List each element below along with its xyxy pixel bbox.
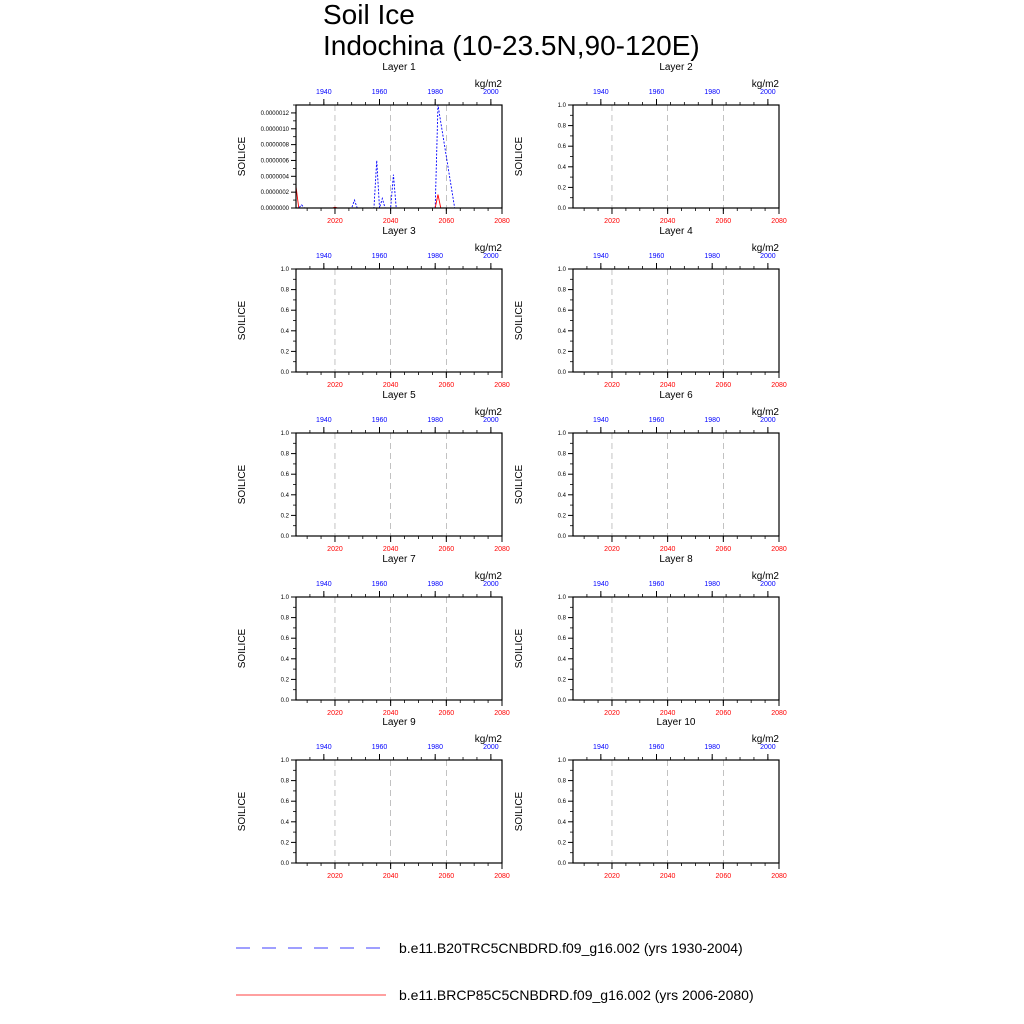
units-label: kg/m2 xyxy=(751,243,779,254)
y-tick-label: 0.8 xyxy=(557,451,566,458)
x-bottom-tick-label: 2080 xyxy=(771,710,787,717)
y-tick-label: 0.8 xyxy=(557,778,566,785)
x-top-tick-label: 1940 xyxy=(316,89,332,96)
x-bottom-tick-label: 2060 xyxy=(438,873,455,880)
x-bottom-tick-label: 2020 xyxy=(604,546,620,553)
units-label: kg/m2 xyxy=(474,571,502,582)
x-top-tick-label: 2000 xyxy=(760,89,776,96)
plot-frame xyxy=(296,433,502,536)
chart-panel-10 xyxy=(514,717,787,880)
figure-title-line1: Soil Ice xyxy=(323,0,415,30)
series-line-historical xyxy=(296,105,502,208)
x-bottom-tick-label: 2020 xyxy=(604,710,620,717)
x-bottom-tick-label: 2080 xyxy=(771,218,787,225)
x-top-tick-label: 1960 xyxy=(371,417,388,424)
legend-label-rcp85: b.e11.BRCP85C5CNBDRD.f09_g16.002 (yrs 2006-2080) xyxy=(399,987,754,1003)
y-tick-label: 0.4 xyxy=(557,164,566,171)
x-top-tick-label: 1980 xyxy=(427,89,443,96)
units-label: kg/m2 xyxy=(474,734,502,745)
x-top-tick-label: 1940 xyxy=(593,581,609,588)
x-top-tick-label: 1960 xyxy=(371,89,388,96)
y-tick-label: 0.4 xyxy=(557,819,566,826)
x-top-tick-label: 2000 xyxy=(760,744,776,751)
y-tick-label: 1.0 xyxy=(280,431,289,437)
x-bottom-tick-label: 2020 xyxy=(327,218,343,225)
series-line-rcp85 xyxy=(296,187,502,208)
chart-panel-9 xyxy=(237,717,510,880)
y-tick-label: 1.0 xyxy=(557,758,566,764)
x-top-tick-label: 1940 xyxy=(593,253,609,260)
chart-panel-7 xyxy=(237,554,510,717)
plot-frame xyxy=(573,760,779,863)
y-axis-label: SOILICE xyxy=(514,464,525,505)
y-tick-label: 0.8 xyxy=(557,615,566,622)
legend xyxy=(236,940,754,1003)
x-bottom-tick-label: 2040 xyxy=(659,873,676,880)
x-top-tick-label: 2000 xyxy=(483,581,499,588)
x-top-tick-label: 1980 xyxy=(704,89,720,96)
x-top-tick-label: 1960 xyxy=(648,744,665,751)
x-top-tick-label: 2000 xyxy=(760,253,776,260)
y-tick-label: 0.8 xyxy=(557,123,566,130)
y-tick-label: 0.0 xyxy=(280,370,289,376)
y-tick-label: 0.0 xyxy=(557,206,566,212)
chart-panel-3 xyxy=(237,226,510,389)
panel-title: Layer 5 xyxy=(382,390,416,401)
y-axis-label: SOILICE xyxy=(237,791,248,832)
y-tick-label: 0.4 xyxy=(280,492,289,499)
x-bottom-tick-label: 2020 xyxy=(327,710,343,717)
x-bottom-tick-label: 2040 xyxy=(659,710,676,717)
y-tick-label: 1.0 xyxy=(557,431,566,437)
figure-title-line2: Indochina (10-23.5N,90-120E) xyxy=(323,30,700,61)
y-tick-label: 0.0 xyxy=(557,370,566,376)
x-top-tick-label: 1980 xyxy=(427,253,443,260)
x-bottom-tick-label: 2040 xyxy=(659,218,676,225)
x-bottom-tick-label: 2080 xyxy=(494,546,510,553)
y-tick-label: 0.8 xyxy=(280,778,289,785)
y-tick-label: 0.4 xyxy=(280,656,289,663)
y-tick-label: 0.0000006 xyxy=(260,158,289,165)
panel-title: Layer 10 xyxy=(656,717,696,728)
y-tick-label: 0.2 xyxy=(557,513,566,520)
x-top-tick-label: 2000 xyxy=(483,417,499,424)
x-bottom-tick-label: 2060 xyxy=(438,382,455,389)
units-label: kg/m2 xyxy=(751,734,779,745)
x-bottom-tick-label: 2060 xyxy=(715,873,732,880)
panel-title: Layer 8 xyxy=(659,554,693,565)
y-tick-label: 0.6 xyxy=(280,308,289,315)
x-top-tick-label: 1980 xyxy=(427,744,443,751)
x-bottom-tick-label: 2060 xyxy=(715,218,732,225)
y-tick-label: 0.0000000 xyxy=(260,206,289,212)
plot-frame xyxy=(296,105,502,208)
y-tick-label: 0.4 xyxy=(280,819,289,826)
legend-label-historical: b.e11.B20TRC5CNBDRD.f09_g16.002 (yrs 1930-2004) xyxy=(399,940,743,956)
x-top-tick-label: 1980 xyxy=(427,581,443,588)
panel-title: Layer 3 xyxy=(382,226,416,237)
x-bottom-tick-label: 2060 xyxy=(438,546,455,553)
x-bottom-tick-label: 2040 xyxy=(659,382,676,389)
y-tick-label: 0.0 xyxy=(280,861,289,867)
y-tick-label: 1.0 xyxy=(280,758,289,764)
y-tick-label: 0.4 xyxy=(557,328,566,335)
x-top-tick-label: 2000 xyxy=(483,89,499,96)
plot-frame xyxy=(573,433,779,536)
y-tick-label: 0.6 xyxy=(280,636,289,643)
x-top-tick-label: 2000 xyxy=(483,744,499,751)
units-label: kg/m2 xyxy=(474,79,502,90)
y-tick-label: 0.0000012 xyxy=(260,110,289,117)
x-bottom-tick-label: 2040 xyxy=(382,546,399,553)
x-bottom-tick-label: 2080 xyxy=(494,218,510,225)
x-bottom-tick-label: 2080 xyxy=(771,382,787,389)
x-bottom-tick-label: 2020 xyxy=(604,218,620,225)
x-bottom-tick-label: 2060 xyxy=(715,546,732,553)
x-bottom-tick-label: 2040 xyxy=(659,546,676,553)
plot-frame xyxy=(296,269,502,372)
y-axis-label: SOILICE xyxy=(514,300,525,341)
panel-title: Layer 1 xyxy=(382,62,416,73)
chart-panel-6 xyxy=(514,390,787,553)
x-bottom-tick-label: 2040 xyxy=(382,382,399,389)
y-tick-label: 0.0 xyxy=(280,698,289,704)
x-top-tick-label: 1980 xyxy=(704,744,720,751)
units-label: kg/m2 xyxy=(751,79,779,90)
y-tick-label: 1.0 xyxy=(557,267,566,273)
x-top-tick-label: 1940 xyxy=(316,417,332,424)
x-top-tick-label: 1960 xyxy=(648,253,665,260)
x-top-tick-label: 1980 xyxy=(427,417,443,424)
x-top-tick-label: 1960 xyxy=(371,744,388,751)
y-axis-label: SOILICE xyxy=(237,300,248,341)
x-top-tick-label: 1940 xyxy=(316,581,332,588)
y-tick-label: 0.0000002 xyxy=(260,190,289,197)
y-axis-label: SOILICE xyxy=(237,464,248,505)
y-tick-label: 0.2 xyxy=(557,840,566,847)
units-label: kg/m2 xyxy=(474,243,502,254)
y-tick-label: 0.0 xyxy=(557,698,566,704)
y-tick-label: 1.0 xyxy=(280,595,289,601)
y-tick-label: 0.0 xyxy=(557,534,566,540)
y-tick-label: 0.4 xyxy=(557,656,566,663)
x-top-tick-label: 1940 xyxy=(593,744,609,751)
y-tick-label: 0.4 xyxy=(557,492,566,499)
y-axis-label: SOILICE xyxy=(514,628,525,669)
x-top-tick-label: 1960 xyxy=(371,581,388,588)
x-bottom-tick-label: 2020 xyxy=(604,873,620,880)
y-tick-label: 0.0000010 xyxy=(260,126,289,133)
y-axis-label: SOILICE xyxy=(514,791,525,832)
units-label: kg/m2 xyxy=(474,407,502,418)
y-tick-label: 1.0 xyxy=(280,267,289,273)
y-axis-label: SOILICE xyxy=(514,136,525,177)
y-tick-label: 0.6 xyxy=(280,472,289,479)
chart-panel-2 xyxy=(514,62,787,225)
x-top-tick-label: 1940 xyxy=(316,744,332,751)
x-top-tick-label: 2000 xyxy=(760,581,776,588)
x-bottom-tick-label: 2080 xyxy=(494,873,510,880)
y-tick-label: 0.2 xyxy=(557,349,566,356)
y-tick-label: 0.6 xyxy=(557,308,566,315)
x-bottom-tick-label: 2060 xyxy=(438,710,455,717)
y-tick-label: 0.6 xyxy=(557,144,566,151)
chart-panel-5 xyxy=(237,390,510,553)
x-bottom-tick-label: 2040 xyxy=(382,873,399,880)
y-tick-label: 0.2 xyxy=(280,677,289,684)
x-bottom-tick-label: 2020 xyxy=(327,546,343,553)
panel-title: Layer 4 xyxy=(659,226,693,237)
plot-frame xyxy=(296,597,502,700)
y-axis-label: SOILICE xyxy=(237,628,248,669)
x-bottom-tick-label: 2060 xyxy=(715,382,732,389)
panel-title: Layer 9 xyxy=(382,717,416,728)
x-top-tick-label: 1980 xyxy=(704,581,720,588)
y-tick-label: 0.0000008 xyxy=(260,142,289,149)
y-tick-label: 0.2 xyxy=(280,840,289,847)
x-top-tick-label: 2000 xyxy=(760,417,776,424)
y-tick-label: 0.8 xyxy=(280,287,289,294)
x-top-tick-label: 1980 xyxy=(704,417,720,424)
y-tick-label: 0.0 xyxy=(280,534,289,540)
plot-frame xyxy=(573,105,779,208)
x-top-tick-label: 1940 xyxy=(316,253,332,260)
x-bottom-tick-label: 2080 xyxy=(771,873,787,880)
x-top-tick-label: 1960 xyxy=(648,417,665,424)
y-tick-label: 0.6 xyxy=(280,799,289,806)
x-bottom-tick-label: 2060 xyxy=(438,218,455,225)
x-bottom-tick-label: 2080 xyxy=(771,546,787,553)
y-tick-label: 0.0000004 xyxy=(260,174,289,181)
panel-title: Layer 2 xyxy=(659,62,693,73)
chart-panel-4 xyxy=(514,226,787,389)
panels xyxy=(237,62,787,880)
chart-panel-1 xyxy=(237,62,510,225)
panel-title: Layer 6 xyxy=(659,390,693,401)
x-bottom-tick-label: 2020 xyxy=(327,873,343,880)
x-bottom-tick-label: 2020 xyxy=(327,382,343,389)
x-top-tick-label: 1960 xyxy=(648,581,665,588)
x-bottom-tick-label: 2080 xyxy=(494,382,510,389)
y-tick-label: 0.8 xyxy=(557,287,566,294)
plot-frame xyxy=(296,760,502,863)
y-tick-label: 1.0 xyxy=(557,103,566,109)
y-tick-label: 0.2 xyxy=(557,677,566,684)
units-label: kg/m2 xyxy=(751,571,779,582)
plot-frame xyxy=(573,269,779,372)
x-bottom-tick-label: 2060 xyxy=(715,710,732,717)
x-top-tick-label: 2000 xyxy=(483,253,499,260)
chart-panel-8 xyxy=(514,554,787,717)
y-tick-label: 0.2 xyxy=(280,349,289,356)
x-bottom-tick-label: 2040 xyxy=(382,710,399,717)
y-tick-label: 0.4 xyxy=(280,328,289,335)
x-top-tick-label: 1960 xyxy=(648,89,665,96)
y-axis-label: SOILICE xyxy=(237,136,248,177)
units-label: kg/m2 xyxy=(751,407,779,418)
x-bottom-tick-label: 2040 xyxy=(382,218,399,225)
y-tick-label: 0.2 xyxy=(557,185,566,192)
y-tick-label: 0.6 xyxy=(557,636,566,643)
plot-frame xyxy=(573,597,779,700)
y-tick-label: 0.6 xyxy=(557,472,566,479)
y-tick-label: 0.8 xyxy=(280,615,289,622)
y-tick-label: 0.0 xyxy=(557,861,566,867)
x-top-tick-label: 1980 xyxy=(704,253,720,260)
y-tick-label: 0.8 xyxy=(280,451,289,458)
x-top-tick-label: 1940 xyxy=(593,89,609,96)
y-tick-label: 0.2 xyxy=(280,513,289,520)
x-bottom-tick-label: 2020 xyxy=(604,382,620,389)
x-top-tick-label: 1960 xyxy=(371,253,388,260)
x-bottom-tick-label: 2080 xyxy=(494,710,510,717)
y-tick-label: 0.6 xyxy=(557,799,566,806)
panel-title: Layer 7 xyxy=(382,554,416,565)
y-tick-label: 1.0 xyxy=(557,595,566,601)
x-top-tick-label: 1940 xyxy=(593,417,609,424)
